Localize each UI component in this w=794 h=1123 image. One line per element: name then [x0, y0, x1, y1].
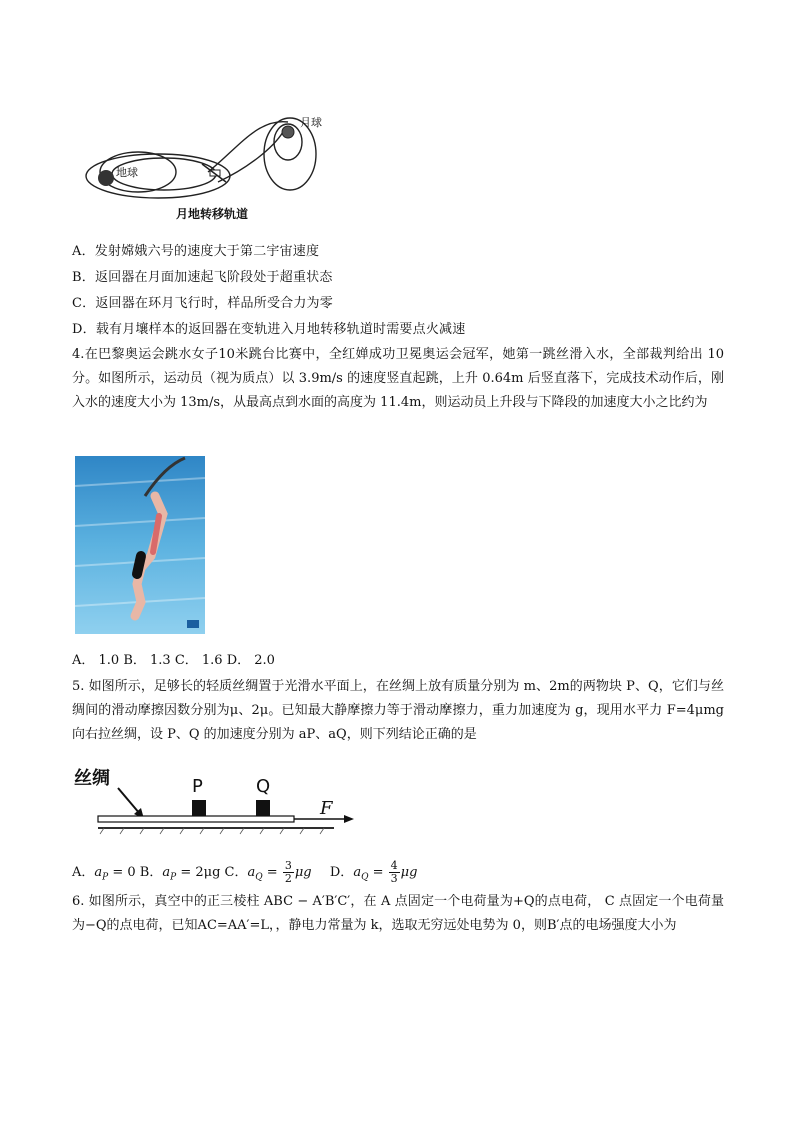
q5-text: 5. 如图所示，足够长的轻质丝绸置于光滑水平面上，在丝绸上放有质量分别为 m、2m的两物块 P、Q，它们与丝绸间的滑动摩擦因数分别为μ、2μ。已知最大静摩擦力等于滑动摩擦力，重力加速度为 g，现用水平力 F=4μmg 向右拉丝绸，设 P、Q 的加速度分别为 aP、aQ，则下列结论正确的是	[72, 679, 724, 742]
q4-text: 4.在巴黎奥运会跳水女子10米跳台比赛中，全红婵成功卫冕奥运会冠军，她第一跳丝滑入水，全部裁判给出 10 分。如图所示，运动员（视为质点）以 3.9m/s 的速度竖直起跳，上升 0.64m 后竖直落下，完成技术动作后，刚入水的速度大小为 13m/s，从最高点到水面的高度为 11.4m，则运动员上升段与下降段的加速度大小之比约为	[72, 347, 724, 410]
earth-label: 地球	[116, 166, 138, 179]
q5-option-d: D．$a_Q$ = $\frac{4}{3}$ μg	[329, 859, 418, 885]
silk-diagram	[74, 762, 364, 838]
block-p	[192, 800, 206, 816]
q3-option-d: D．载有月壤样本的返回器在变轨进入月地转移轨道时需要点火减速	[72, 322, 466, 337]
f-label: F	[320, 798, 333, 819]
orbit-caption: 月地转移轨道	[176, 207, 249, 221]
force-arrow-icon	[344, 815, 354, 823]
q-label: Q	[256, 776, 271, 797]
silk-strip	[98, 816, 294, 822]
q5-option-b: B．$a_P = 2\mu g$	[139, 865, 221, 883]
q3-option-a: A．发射嫦娥六号的速度大于第二宇宙速度	[72, 244, 320, 259]
p-label: P	[192, 776, 203, 797]
moon-icon	[282, 126, 294, 138]
q6-text: 6. 如图所示，真空中的正三棱柱 ABC − A′B′C′，在 A 点固定一个电荷量为+Q的点电荷， C 点固定一个电荷量为−Q的点电荷，已知AC=AA′=L，，静电力常量为 k，选取无穷远处电势为 0，则B′点的电场强度大小为	[72, 894, 724, 933]
block-q	[256, 800, 270, 816]
orbit-diagram	[78, 108, 338, 228]
q5-options	[72, 860, 417, 890]
q3-option-b: B．返回器在月面加速起飞阶段处于超重状态	[72, 270, 333, 285]
diver-photo	[75, 456, 205, 634]
earth-icon	[98, 170, 114, 186]
q3-option-c: C．返回器在环月飞行时，样品所受合力为零	[72, 296, 333, 311]
q5-option-c: C．$a_Q$ = $\frac{3}{2}$ μg	[224, 859, 312, 885]
q5-option-a: A．$a_P = 0$	[72, 865, 136, 883]
moon-label: 月球	[300, 116, 322, 129]
silk-label: 丝绸	[74, 768, 110, 789]
q4-options: A． 1.0 B． 1.3 C． 1.6 D． 2.0	[72, 653, 275, 668]
